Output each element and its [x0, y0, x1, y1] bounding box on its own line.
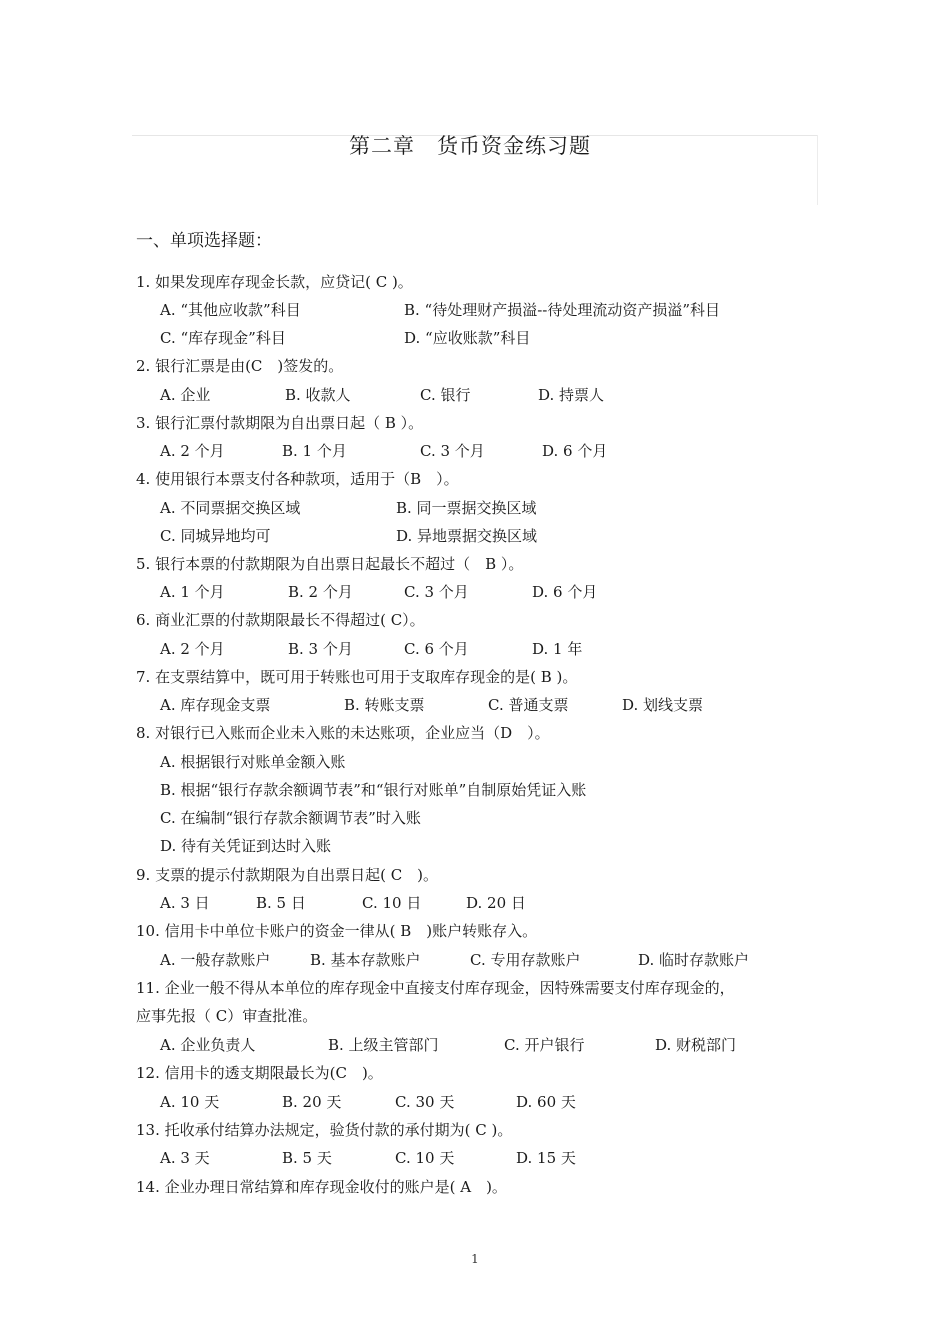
q12-option-d: D. 60 天	[516, 1093, 576, 1111]
q13-option-b: B. 5 天	[282, 1149, 332, 1167]
q6-option-d: D. 1 年	[532, 640, 583, 658]
q3-option-a: A. 2 个月	[160, 442, 225, 460]
q4-option-b: B. 同一票据交换区域	[396, 499, 537, 517]
question-12-stem: 12. 信用卡的透支期限最长为(C )。	[136, 1064, 383, 1082]
q12-option-b: B. 20 天	[282, 1093, 342, 1111]
q5-option-a: A. 1 个月	[160, 583, 225, 601]
q9-option-c: C. 10 日	[362, 894, 422, 912]
q2-option-d: D. 持票人	[538, 386, 605, 404]
section-heading: 一、单项选择题：	[136, 231, 272, 251]
q5-option-c: C. 3 个月	[404, 583, 469, 601]
q13-option-c: C. 10 天	[395, 1149, 455, 1167]
q7-option-c: C. 普通支票	[488, 696, 569, 714]
q8-option-c: C. 在编制“银行存款余额调节表”时入账	[160, 809, 421, 827]
q3-option-d: D. 6 个月	[542, 442, 608, 460]
q11-option-b: B. 上级主管部门	[328, 1036, 439, 1054]
question-3-stem: 3. 银行汇票付款期限为自出票日起（ B ）。	[136, 414, 424, 432]
q4-option-a: A. 不同票据交换区域	[160, 499, 301, 517]
q8-option-b: B. 根据“银行存款余额调节表”和“银行对账单”自制原始凭证入账	[160, 781, 587, 799]
q10-option-b: B. 基本存款账户	[310, 951, 421, 969]
question-9-stem: 9. 支票的提示付款期限为自出票日起( C )。	[136, 866, 439, 884]
q10-option-a: A. 一般存款账户	[160, 951, 271, 969]
page-number: 1	[471, 1252, 479, 1266]
question-11-stem: 11. 企业一般不得从本单位的库存现金中直接支付库存现金，因特殊需要支付库存现金的，	[136, 979, 735, 997]
q1-option-d: D. “应收账款”科目	[404, 329, 531, 347]
q11-option-c: C. 开户银行	[504, 1036, 585, 1054]
q10-option-d: D. 临时存款账户	[638, 951, 750, 969]
question-2-stem: 2. 银行汇票是由(C )签发的。	[136, 357, 344, 375]
q11-option-a: A. 企业负责人	[160, 1036, 256, 1054]
q13-option-a: A. 3 天	[160, 1149, 210, 1167]
q8-option-a: A. 根据银行对账单金额入账	[160, 753, 346, 771]
question-11-stem-continued: 应事先报（ C）审查批准。	[136, 1007, 318, 1025]
question-8-stem: 8. 对银行已入账而企业未入账的未达账项，企业应当（D ）。	[136, 724, 550, 742]
q10-option-c: C. 专用存款账户	[470, 951, 581, 969]
q2-option-c: C. 银行	[420, 386, 471, 404]
page-title: 第二章 货币资金练习题	[349, 134, 591, 158]
q1-option-c: C. “库存现金”科目	[160, 329, 286, 347]
q3-option-c: C. 3 个月	[420, 442, 485, 460]
q3-option-b: B. 1 个月	[282, 442, 347, 460]
question-4-stem: 4. 使用银行本票支付各种款项，适用于（B ）。	[136, 470, 459, 488]
question-10-stem: 10. 信用卡中单位卡账户的资金一律从( B )账户转账存入。	[136, 922, 538, 940]
q5-option-b: B. 2 个月	[288, 583, 353, 601]
question-6-stem: 6. 商业汇票的付款期限最长不得超过( C）。	[136, 611, 425, 629]
q4-option-d: D. 异地票据交换区域	[396, 527, 538, 545]
question-14-stem: 14. 企业办理日常结算和库存现金收付的账户是( A )。	[136, 1178, 507, 1196]
q1-option-a: A. “其他应收款”科目	[160, 301, 301, 319]
q5-option-d: D. 6 个月	[532, 583, 598, 601]
q2-option-b: B. 收款人	[285, 386, 351, 404]
q12-option-c: C. 30 天	[395, 1093, 455, 1111]
q8-option-d: D. 待有关凭证到达时入账	[160, 837, 332, 855]
q7-option-d: D. 划线支票	[622, 696, 704, 714]
question-13-stem: 13. 托收承付结算办法规定，验货付款的承付期为( C )。	[136, 1121, 513, 1139]
q4-option-c: C. 同城异地均可	[160, 527, 271, 545]
q7-option-b: B. 转账支票	[344, 696, 425, 714]
question-1-stem: 1. 如果发现库存现金长款，应贷记( C )。	[136, 273, 413, 291]
q6-option-b: B. 3 个月	[288, 640, 353, 658]
question-7-stem: 7. 在支票结算中，既可用于转账也可用于支取库存现金的是( B )。	[136, 668, 578, 686]
q11-option-d: D. 财税部门	[655, 1036, 737, 1054]
q13-option-d: D. 15 天	[516, 1149, 576, 1167]
q12-option-a: A. 10 天	[160, 1093, 220, 1111]
q7-option-a: A. 库存现金支票	[160, 696, 271, 714]
q6-option-c: C. 6 个月	[404, 640, 469, 658]
q2-option-a: A. 企业	[160, 386, 211, 404]
q1-option-b: B. “待处理财产损溢--待处理流动资产损溢”科目	[404, 301, 721, 319]
q9-option-b: B. 5 日	[256, 894, 306, 912]
question-5-stem: 5. 银行本票的付款期限为自出票日起最长不超过（ B ）。	[136, 555, 524, 573]
q9-option-d: D. 20 日	[466, 894, 526, 912]
q6-option-a: A. 2 个月	[160, 640, 225, 658]
q9-option-a: A. 3 日	[160, 894, 210, 912]
